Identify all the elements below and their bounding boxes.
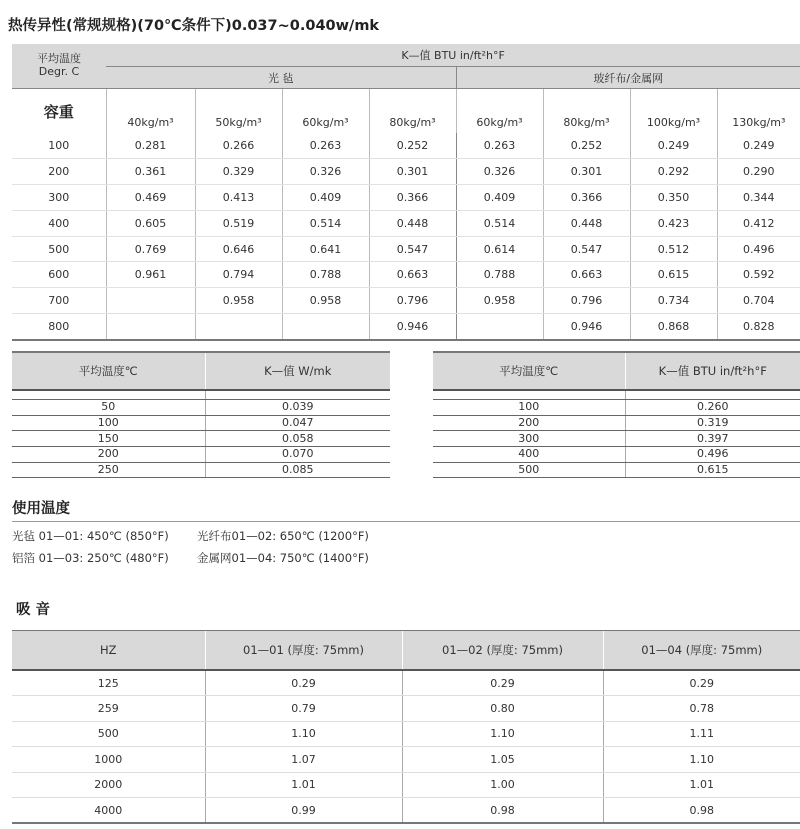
k-value-cell: 0.663	[543, 262, 630, 288]
absorption-cell: 1.01	[603, 772, 800, 797]
absorption-cell: 0.98	[603, 797, 800, 823]
k-value-cell: 0.301	[369, 158, 456, 184]
hz-cell: 4000	[12, 797, 205, 823]
absorption-cell: 0.29	[603, 670, 800, 696]
table-row	[12, 158, 800, 184]
k-wmk-table	[12, 351, 390, 478]
absorption-cell: 0.29	[402, 670, 603, 696]
k-value-cell: 0.326	[456, 158, 543, 184]
table-row	[12, 184, 800, 210]
k-value-table	[12, 44, 800, 341]
absorption-cell: 0.99	[205, 797, 402, 823]
table-row	[12, 462, 390, 478]
k-value-cell: 0.512	[630, 236, 717, 262]
temp-cell: 500	[433, 462, 625, 478]
sound-title: 吸 音	[16, 602, 51, 618]
hz-cell: 500	[12, 721, 205, 746]
k-value-cell: 0.397	[625, 431, 800, 447]
row-temp-cell: 200	[12, 158, 106, 184]
temp-cell: 400	[433, 447, 625, 463]
col-header-0101: 01—01 (厚度: 75mm)	[205, 631, 402, 671]
table-row	[433, 431, 800, 447]
row-temp-cell: 300	[12, 184, 106, 210]
absorption-cell: 0.78	[603, 696, 800, 721]
k-value-cell	[195, 314, 282, 340]
density-header: 80kg/m³	[543, 89, 630, 134]
row-temp-cell: 700	[12, 288, 106, 314]
absorption-cell: 0.80	[402, 696, 603, 721]
absorption-cell: 0.79	[205, 696, 402, 721]
k-value-cell: 0.547	[369, 236, 456, 262]
table-row	[12, 288, 800, 314]
absorption-cell: 1.01	[205, 772, 402, 797]
k-value-cell: 0.329	[195, 158, 282, 184]
absorption-cell: 0.29	[205, 670, 402, 696]
k-value-cell: 0.519	[195, 210, 282, 236]
temp-cell: 200	[12, 447, 205, 463]
table-row	[12, 133, 800, 158]
k-value-cell: 0.413	[195, 184, 282, 210]
k-value-cell: 0.366	[369, 184, 456, 210]
k-value-cell: 0.769	[106, 236, 195, 262]
page-title: 热传异性(常规规格)(70℃条件下)0.037~0.040w/mk	[8, 18, 380, 34]
k-value-cell: 0.646	[195, 236, 282, 262]
k-value-cell: 0.514	[282, 210, 369, 236]
k-value-cell: 0.301	[543, 158, 630, 184]
usage-title: 使用温度	[12, 501, 70, 517]
k-value-cell	[282, 314, 369, 340]
col-header-temp: 平均温度℃	[12, 352, 205, 390]
usage-item: 光毡 01—01: 450℃ (850°F)	[12, 529, 169, 543]
k-value-cell	[106, 288, 195, 314]
k-value-cell: 0.252	[369, 133, 456, 158]
absorption-cell: 1.10	[603, 747, 800, 772]
k-value-cell: 0.058	[205, 431, 390, 447]
k-value-cell: 0.292	[630, 158, 717, 184]
density-header: 80kg/m³	[369, 89, 456, 134]
usage-item: 金属网01—04: 750℃ (1400°F)	[197, 551, 369, 565]
k-value-cell: 0.070	[205, 447, 390, 463]
density-header: 100kg/m³	[630, 89, 717, 134]
usage-divider	[12, 521, 800, 522]
k-value-cell: 0.496	[717, 236, 800, 262]
density-header: 50kg/m³	[195, 89, 282, 134]
k-value-cell: 0.958	[282, 288, 369, 314]
table-row	[12, 210, 800, 236]
k-value-cell: 0.039	[205, 400, 390, 416]
k-value-cell: 0.794	[195, 262, 282, 288]
density-header: 60kg/m³	[282, 89, 369, 134]
k-value-cell: 0.868	[630, 314, 717, 340]
col-header-temp: 平均温度℃	[433, 352, 625, 390]
table-row	[12, 415, 390, 431]
k-btu-table	[433, 351, 800, 478]
k-value-cell: 0.448	[543, 210, 630, 236]
col-header-k-btu: K—值 BTU in/ft²h°F	[625, 352, 800, 390]
corner-line2: Degr. C	[38, 65, 80, 78]
table-row	[12, 236, 800, 262]
k-value-cell: 0.961	[106, 262, 195, 288]
temp-cell: 100	[12, 415, 205, 431]
k-value-cell: 0.734	[630, 288, 717, 314]
corner-line1: 平均温度	[37, 52, 81, 65]
k-value-cell: 0.641	[282, 236, 369, 262]
row-temp-cell: 600	[12, 262, 106, 288]
k-value-cell: 0.252	[543, 133, 630, 158]
k-value-cell: 0.796	[369, 288, 456, 314]
k-value-cell: 0.319	[625, 415, 800, 431]
absorption-cell: 1.07	[205, 747, 402, 772]
k-header: K—值 BTU in/ft²h°F	[106, 44, 800, 67]
density-header: 60kg/m³	[456, 89, 543, 134]
group-header-felt: 光 毡	[106, 67, 456, 89]
hz-cell: 1000	[12, 747, 205, 772]
row-temp-cell: 100	[12, 133, 106, 158]
table-row	[12, 447, 390, 463]
usage-item: 铝箔 01—03: 250℃ (480°F)	[12, 551, 169, 565]
density-header: 130kg/m³	[717, 89, 800, 134]
sound-absorption-table	[12, 630, 800, 824]
k-value-cell: 0.281	[106, 133, 195, 158]
density-header: 40kg/m³	[106, 89, 195, 134]
temp-cell: 100	[433, 400, 625, 416]
corner-header	[12, 44, 106, 89]
k-value-cell: 0.326	[282, 158, 369, 184]
k-value-cell: 0.412	[717, 210, 800, 236]
table-row	[12, 721, 800, 746]
col-header-0102: 01—02 (厚度: 75mm)	[402, 631, 603, 671]
k-value-cell: 0.946	[369, 314, 456, 340]
hz-cell: 2000	[12, 772, 205, 797]
k-value-cell: 0.615	[630, 262, 717, 288]
k-value-cell: 0.469	[106, 184, 195, 210]
k-value-cell: 0.266	[195, 133, 282, 158]
temp-cell: 300	[433, 431, 625, 447]
table-row	[433, 462, 800, 478]
k-value-cell: 0.344	[717, 184, 800, 210]
k-value-cell: 0.361	[106, 158, 195, 184]
k-value-cell: 0.615	[625, 462, 800, 478]
table-row	[12, 670, 800, 696]
table-row	[12, 772, 800, 797]
k-value-cell: 0.663	[369, 262, 456, 288]
k-value-cell: 0.409	[456, 184, 543, 210]
k-value-cell: 0.423	[630, 210, 717, 236]
table-row	[12, 696, 800, 721]
table-row	[12, 431, 390, 447]
col-header-k-wmk: K—值 W/mk	[205, 352, 390, 390]
absorption-cell: 1.00	[402, 772, 603, 797]
k-value-cell: 0.958	[195, 288, 282, 314]
absorption-cell: 0.98	[402, 797, 603, 823]
table-row	[12, 797, 800, 823]
table-row	[12, 262, 800, 288]
k-value-cell: 0.704	[717, 288, 800, 314]
k-value-cell: 0.366	[543, 184, 630, 210]
table-row	[12, 400, 390, 416]
row-temp-cell: 400	[12, 210, 106, 236]
hz-cell: 259	[12, 696, 205, 721]
usage-item: 光纤布01—02: 650℃ (1200°F)	[197, 529, 369, 543]
k-value-cell: 0.249	[630, 133, 717, 158]
temp-cell: 50	[12, 400, 205, 416]
k-value-cell: 0.409	[282, 184, 369, 210]
k-value-cell: 0.828	[717, 314, 800, 340]
temp-cell: 200	[433, 415, 625, 431]
col-header-hz: HZ	[12, 631, 205, 671]
k-value-cell: 0.605	[106, 210, 195, 236]
k-value-cell: 0.796	[543, 288, 630, 314]
absorption-cell: 1.10	[402, 721, 603, 746]
k-value-cell: 0.263	[456, 133, 543, 158]
row-label-density: 容重	[12, 89, 106, 134]
k-value-cell: 0.592	[717, 262, 800, 288]
absorption-cell: 1.10	[205, 721, 402, 746]
row-temp-cell: 500	[12, 236, 106, 262]
table-row	[12, 314, 800, 340]
row-temp-cell: 800	[12, 314, 106, 340]
k-value-cell: 0.614	[456, 236, 543, 262]
k-value-cell: 0.788	[456, 262, 543, 288]
k-value-cell: 0.547	[543, 236, 630, 262]
k-value-cell: 0.263	[282, 133, 369, 158]
k-value-cell: 0.290	[717, 158, 800, 184]
k-value-cell: 0.350	[630, 184, 717, 210]
k-value-cell: 0.496	[625, 447, 800, 463]
k-value-cell	[106, 314, 195, 340]
col-header-0104: 01—04 (厚度: 75mm)	[603, 631, 800, 671]
k-value-cell: 0.448	[369, 210, 456, 236]
absorption-cell: 1.11	[603, 721, 800, 746]
table-row	[433, 415, 800, 431]
k-value-cell: 0.958	[456, 288, 543, 314]
k-value-cell: 0.946	[543, 314, 630, 340]
table-row	[433, 400, 800, 416]
group-header-glassfiber: 玻纤布/金属网	[456, 67, 800, 89]
temp-cell: 250	[12, 462, 205, 478]
k-value-cell: 0.260	[625, 400, 800, 416]
table-row	[433, 447, 800, 463]
k-value-cell: 0.514	[456, 210, 543, 236]
k-value-cell	[456, 314, 543, 340]
k-value-cell: 0.249	[717, 133, 800, 158]
k-value-cell: 0.085	[205, 462, 390, 478]
table-row	[12, 747, 800, 772]
k-value-cell: 0.788	[282, 262, 369, 288]
k-value-cell: 0.047	[205, 415, 390, 431]
temp-cell: 150	[12, 431, 205, 447]
absorption-cell: 1.05	[402, 747, 603, 772]
hz-cell: 125	[12, 670, 205, 696]
